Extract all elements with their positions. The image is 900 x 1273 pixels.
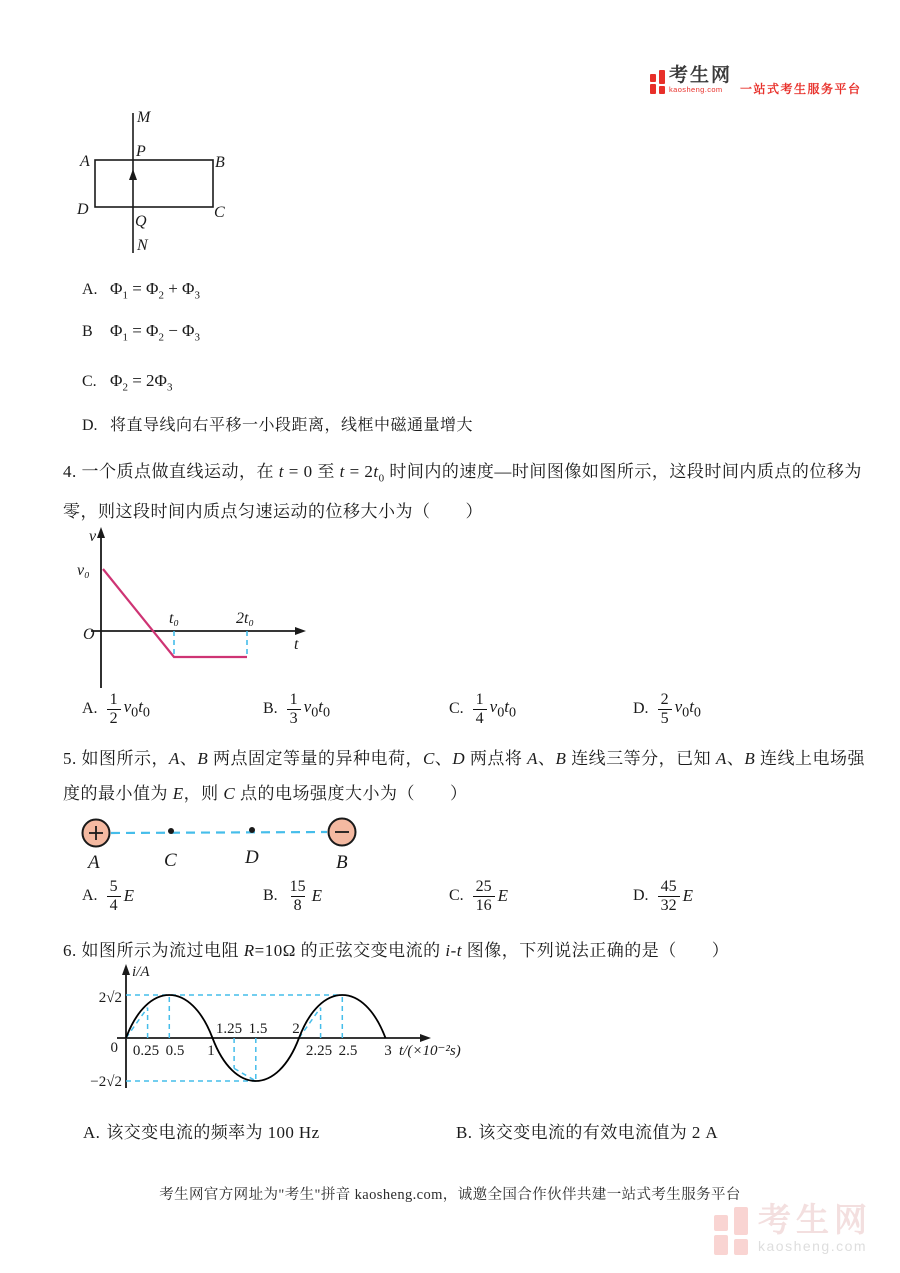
q5-option-c <box>449 878 508 915</box>
option-suffix: $v_0t_0$ <box>489 697 517 721</box>
q6-option-b <box>456 1118 718 1143</box>
fraction: $\frac{1}{3}$ <box>287 691 301 728</box>
label-N: N <box>137 237 148 254</box>
q5-option-d <box>633 878 693 915</box>
point-C-dot <box>168 828 174 834</box>
label-Q: Q <box>135 213 147 230</box>
q6-text-line1: 6. 如图所示为流过电阻 R=10Ω 的正弦交变电流的 i-t 图像，下列说法正确的是（ ） <box>63 941 730 960</box>
watermark-domain: kaosheng.com <box>758 1238 868 1254</box>
ab-dashed-line <box>111 832 327 833</box>
tick-1-25: 1.25 <box>215 1021 243 1037</box>
option-letter: A. <box>82 700 98 718</box>
fraction: $\frac{1}{2}$ <box>107 691 121 728</box>
logo-slogan: 一站式考生服务平台 <box>740 82 862 96</box>
q3-option-d <box>82 412 473 435</box>
label-A: A <box>88 852 100 872</box>
label-t-unit: t/(×10⁻²s) <box>399 1043 461 1059</box>
fraction: $\frac{45}{32}$ <box>658 878 680 915</box>
option-letter: B <box>82 323 93 340</box>
site-logo <box>650 66 862 97</box>
option-formula: $\Phi_1 = \Phi_2 + \Phi_3$ <box>110 279 200 302</box>
tick-1-5: 1.5 <box>248 1021 268 1037</box>
logo-domain: kaosheng.com <box>669 85 723 94</box>
q3-option-c <box>82 371 172 393</box>
fraction: $\frac{1}{4}$ <box>473 691 487 728</box>
option-letter: D. <box>82 417 98 434</box>
q4-text-line1: 4. 一个质点做直线运动，在 t = 0 至 $t = 2t_0$ 时间内的速度—时间图像如图所示，这段时间内质点的位移为 <box>63 462 862 485</box>
tick-2-25: 2.25 <box>305 1043 333 1059</box>
v-axis-arrow-icon <box>97 527 105 538</box>
i-axis-arrow-icon <box>122 964 130 975</box>
fraction: $\frac{2}{5}$ <box>658 691 672 728</box>
watermark-logo <box>714 1203 872 1255</box>
option-suffix: E <box>682 886 693 906</box>
point-D-dot <box>249 827 255 833</box>
option-suffix: E <box>123 886 134 906</box>
option-suffix: $v_0t_0$ <box>674 697 701 721</box>
q3-option-a <box>82 279 200 301</box>
q4-option-c <box>449 691 516 728</box>
loop-rect <box>95 160 213 207</box>
option-suffix: $v_0t_0$ <box>303 697 331 721</box>
guide-dashes <box>174 631 247 657</box>
label-t0: t₀ <box>168 610 180 627</box>
t-axis-arrow-icon <box>295 627 306 635</box>
option-suffix: $v_0t_0$ <box>123 697 150 721</box>
label-2t0: 2t₀ <box>235 610 255 627</box>
label-P: P <box>136 143 146 160</box>
option-letter: B. <box>263 700 278 718</box>
q5-option-b <box>263 878 322 915</box>
q6-option-a <box>83 1118 320 1143</box>
option-formula: 将直导线向右平移一小段距离，线框中磁通量增大 <box>110 417 474 434</box>
label-v0: v₀ <box>77 562 90 579</box>
label-zero: 0 <box>110 1040 118 1056</box>
option-suffix: E <box>311 886 323 906</box>
q3-option-b <box>82 321 200 343</box>
tick-0-5: 0.5 <box>165 1043 185 1059</box>
q4-text-line2: 零，则这段时间内质点匀速运动的位移大小为（ ） <box>63 502 483 521</box>
option-letter: A. <box>82 281 98 298</box>
option-letter: B. <box>263 887 278 905</box>
tick-1: 1 <box>207 1043 215 1059</box>
fraction: $\frac{15}{8}$ <box>289 878 306 914</box>
q5-text-line1: 5. 如图所示，A、B 两点固定等量的异种电荷，C、D 两点将 A、B 连线三等分，已知 A、B 连线上电场强 <box>63 749 865 768</box>
label-D: D <box>245 847 259 868</box>
q4-option-b <box>263 691 330 728</box>
label-i-axis: i/A <box>132 964 150 980</box>
label-v: v <box>89 528 97 545</box>
option-letter: B. <box>456 1123 473 1142</box>
option-text: 该交变电流的有效电流值为 2 A <box>478 1123 719 1142</box>
option-formula: $\Phi_1 = \Phi_2 - \Phi_3$ <box>110 321 200 344</box>
q4-option-a <box>82 691 150 728</box>
label-M: M <box>137 109 151 126</box>
label-D: D <box>77 201 89 218</box>
charges-figure <box>72 810 382 872</box>
tick-2: 2 <box>292 1021 300 1037</box>
option-letter: A. <box>82 887 98 905</box>
q5-option-a <box>82 878 134 915</box>
t-axis-arrow-icon <box>420 1034 431 1042</box>
footer-text: 考生网官方网址为"考生"拼音 kaosheng.com，诚邀全国合作伙伴共建一站式考生服务平台 <box>159 1187 741 1203</box>
tick-0-25: 0.25 <box>132 1043 160 1059</box>
kaosheng-watermark-icon <box>714 1207 750 1255</box>
label-B: B <box>215 154 225 171</box>
label-O: O <box>83 626 95 643</box>
label-t: t <box>294 636 299 653</box>
logo-title: 考生网 <box>669 65 733 86</box>
option-letter: D. <box>633 700 649 718</box>
kaosheng-logo-icon <box>650 70 665 94</box>
watermark-title: 考生网 <box>758 1201 872 1238</box>
option-formula: $\Phi_2 = 2\Phi_3$ <box>110 371 173 394</box>
fraction: $\frac{5}{4}$ <box>107 878 121 915</box>
option-suffix: E <box>497 886 509 906</box>
option-letter: C. <box>449 700 464 718</box>
label-C: C <box>214 204 225 221</box>
label-amp: 2√2 <box>98 990 122 1006</box>
it-graph <box>62 962 502 1094</box>
fraction: $\frac{25}{16}$ <box>473 878 495 915</box>
label-C: C <box>164 850 177 871</box>
option-letter: D. <box>633 887 649 905</box>
current-arrow-icon <box>129 169 137 180</box>
vt-graph <box>75 525 315 695</box>
label-A: A <box>80 153 90 170</box>
option-letter: C. <box>82 373 97 390</box>
tick-2-5: 2.5 <box>338 1043 358 1059</box>
q5-text-line2: 度的最小值为 E，则 C 点的电场强度大小为（ ） <box>63 784 468 803</box>
label-neg-amp: −2√2 <box>90 1074 122 1090</box>
tick-3: 3 <box>384 1043 392 1059</box>
option-letter: C. <box>449 887 464 905</box>
option-letter: A. <box>83 1123 101 1142</box>
label-B: B <box>336 852 348 872</box>
q4-option-d <box>633 691 701 728</box>
loop-wire-figure <box>70 103 240 258</box>
option-text: 该交变电流的频率为 100 Hz <box>106 1123 320 1142</box>
